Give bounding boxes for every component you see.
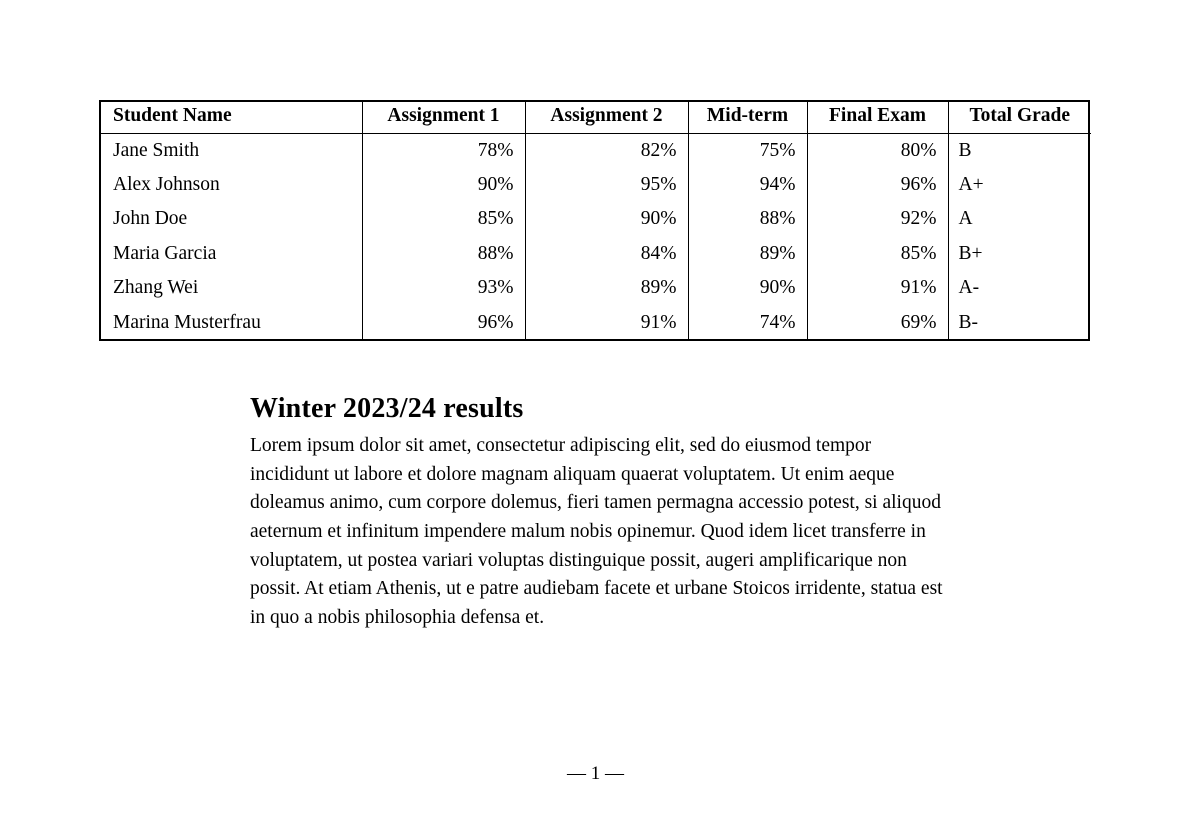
final-exam-cell: 69% <box>807 306 948 341</box>
table-row <box>100 202 1091 237</box>
table-header-row <box>100 100 1091 133</box>
student-name-cell: Maria Garcia <box>113 242 217 264</box>
mid-term-cell: 88% <box>688 202 807 237</box>
assignment-2-cell: 82% <box>525 133 688 168</box>
results-section <box>250 393 945 632</box>
student-name-cell: Jane Smith <box>113 139 200 161</box>
header-cell-assignment-2: Assignment 2 <box>525 100 688 133</box>
assignment-1-cell: 93% <box>362 271 525 306</box>
assignment-1-cell: 85% <box>362 202 525 237</box>
assignment-2-cell: 91% <box>525 306 688 341</box>
student-name-cell: Marina Musterfrau <box>113 311 261 333</box>
student-name-cell: Zhang Wei <box>113 277 199 299</box>
table-row <box>100 237 1091 272</box>
section-paragraph: Lorem ipsum dolor sit amet, consectetur adipiscing elit, sed do eiusmod tempor incididunt ut labore et dolore magnam aliquam quaerat voluptatem. Ut enim aeque doleamus animo, cum corpore dolemus, fieri tamen permagna accessio potest, si aliquod aeternum et infinitum impendere malum nobis opinemur. Quod idem licet transferre in voluptatem, ut postea variari voluptas distinguique possit, augeri amplificarique non possit. At etiam Athenis, ut e patre audiebam facete et urbane Stoicos irridente, statua est in quo a nobis philosophia defensa et. <box>250 435 943 628</box>
assignment-1-cell: 96% <box>362 306 525 341</box>
table-row <box>100 306 1091 341</box>
header-cell-total-grade: Total Grade <box>948 100 1091 133</box>
assignment-1-cell: 88% <box>362 237 525 272</box>
final-exam-cell: 80% <box>807 133 948 168</box>
final-exam-cell: 92% <box>807 202 948 237</box>
assignment-2-cell: 89% <box>525 271 688 306</box>
mid-term-cell: 89% <box>688 237 807 272</box>
student-name-cell: Alex Johnson <box>113 173 220 195</box>
mid-term-cell: 90% <box>688 271 807 306</box>
assignment-2-cell: 90% <box>525 202 688 237</box>
mid-term-cell: 74% <box>688 306 807 341</box>
total-grade-cell: A <box>948 202 1091 237</box>
student-name-cell: John Doe <box>113 208 188 230</box>
assignment-2-cell: 84% <box>525 237 688 272</box>
section-heading: Winter 2023/24 results <box>250 393 524 424</box>
final-exam-cell: 85% <box>807 237 948 272</box>
total-grade-cell: B <box>948 133 1091 168</box>
total-grade-cell: B- <box>948 306 1091 341</box>
header-cell-assignment-1: Assignment 1 <box>362 100 525 133</box>
mid-term-cell: 75% <box>688 133 807 168</box>
header-cell-student-name: Student Name <box>100 100 362 133</box>
assignment-2-cell: 95% <box>525 168 688 203</box>
grades-table <box>100 100 1091 340</box>
final-exam-cell: 91% <box>807 271 948 306</box>
table-row <box>100 168 1091 203</box>
header-cell-mid-term: Mid-term <box>688 100 807 133</box>
total-grade-cell: B+ <box>948 237 1091 272</box>
assignment-1-cell: 78% <box>362 133 525 168</box>
mid-term-cell: 94% <box>688 168 807 203</box>
total-grade-cell: A- <box>948 271 1091 306</box>
header-cell-final-exam: Final Exam <box>807 100 948 133</box>
final-exam-cell: 96% <box>807 168 948 203</box>
table-row <box>100 133 1091 168</box>
page-number: — 1 — <box>567 763 624 784</box>
total-grade-cell: A+ <box>948 168 1091 203</box>
table-row <box>100 271 1091 306</box>
assignment-1-cell: 90% <box>362 168 525 203</box>
